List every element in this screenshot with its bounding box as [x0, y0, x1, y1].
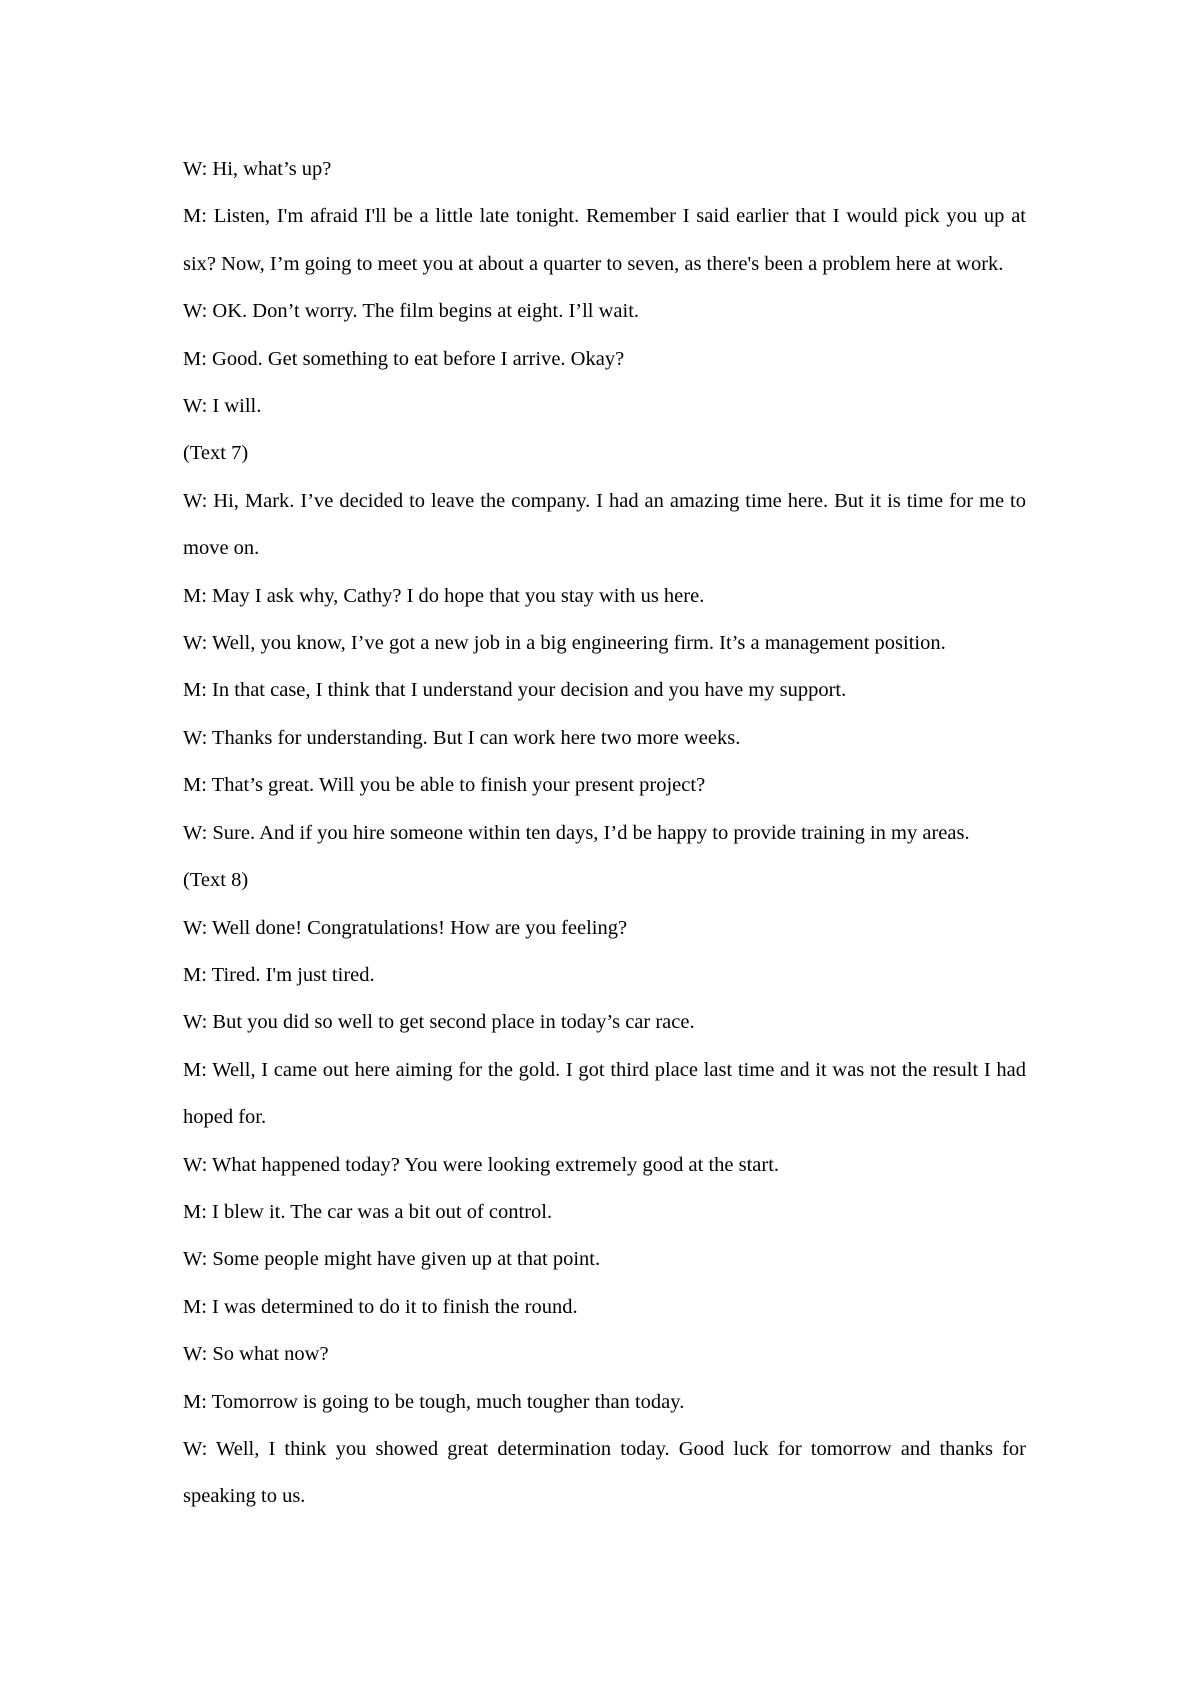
dialogue-line: M: Tired. I'm just tired.: [183, 963, 375, 986]
dialogue-line: M: In that case, I think that I understand your decision and you have my support.: [183, 679, 847, 702]
dialogue-line: W: Well done! Congratulations! How are you feeling?: [183, 916, 628, 939]
dialogue-line: W: But you did so well to get second place in today’s car race.: [183, 1011, 695, 1034]
transcript-text: [183, 146, 1026, 1521]
dialogue-line: M: Good. Get something to eat before I arrive. Okay?: [183, 347, 625, 370]
dialogue-line: W: So what now?: [183, 1343, 329, 1366]
dialogue-line: M: May I ask why, Cathy? I do hope that you stay with us here.: [183, 584, 705, 607]
dialogue-line: W: Well, you know, I’ve got a new job in a big engineering firm. It’s a management position.: [183, 632, 946, 655]
dialogue-line: W: Well, I think you showed great determination today. Good luck for tomorrow and thanks for speaking to us.: [183, 1437, 1026, 1508]
dialogue-line: W: Hi, Mark. I’ve decided to leave the company. I had an amazing time here. But it is time for me to move on.: [183, 489, 1026, 560]
dialogue-line: W: Hi, what’s up?: [183, 158, 332, 180]
dialogue-line: M: I was determined to do it to finish the round.: [183, 1295, 578, 1318]
dialogue-line: W: What happened today? You were looking extremely good at the start.: [183, 1153, 780, 1176]
dialogue-line: M: Well, I came out here aiming for the gold. I got third place last time and it was not the result I had hoped for.: [183, 1058, 1026, 1129]
dialogue-line: M: I blew it. The car was a bit out of control.: [183, 1200, 553, 1223]
dialogue-line: M: Listen, I'm afraid I'll be a little late tonight. Remember I said earlier that I would pick you up at six? Now, I’m going to meet you at about a quarter to seven, as there's been a problem here at work.: [183, 205, 1026, 275]
section-heading-text-8: (Text 8): [183, 869, 249, 892]
dialogue-line: M: Tomorrow is going to be tough, much tougher than today.: [183, 1390, 685, 1413]
dialogue-line: M: That’s great. Will you be able to finish your present project?: [183, 774, 706, 797]
dialogue-line: W: Sure. And if you hire someone within ten days, I’d be happy to provide training in my areas.: [183, 821, 970, 844]
dialogue-line: W: Thanks for understanding. But I can work here two more weeks.: [183, 726, 741, 749]
section-heading-text-7: (Text 7): [183, 442, 249, 465]
dialogue-line: W: OK. Don’t worry. The film begins at eight. I’ll wait.: [183, 300, 640, 323]
dialogue-line: W: I will.: [183, 395, 262, 418]
dialogue-line: W: Some people might have given up at that point.: [183, 1248, 601, 1271]
